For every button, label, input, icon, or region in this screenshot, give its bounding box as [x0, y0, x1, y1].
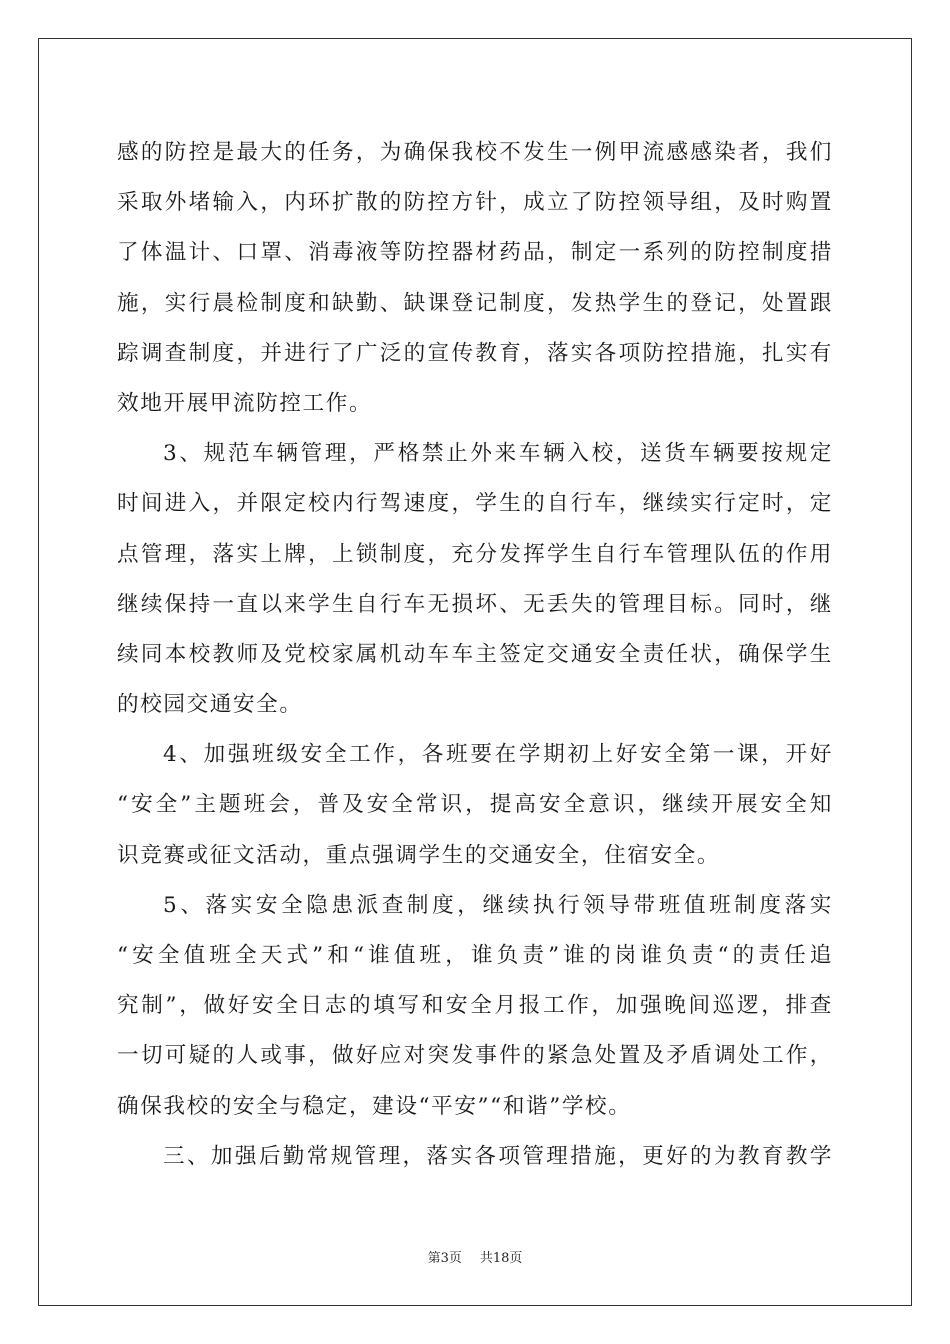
text-line: 识竞赛或征文活动，重点强调学生的交通安全，住宿安全。 — [117, 842, 721, 868]
paragraph — [117, 1132, 833, 1182]
text-line: 感的防控是最大的任务，为确保我校不发生一例甲流感感染者，我们 — [117, 140, 833, 165]
text-line: 确保我校的安全与稳定，建设“平安”“和谐”学校。 — [117, 1093, 632, 1119]
text-line: 继续保持一直以来学生自行车无损坏、无丢失的管理目标。同时，继 — [117, 591, 833, 617]
document-body — [117, 128, 833, 1182]
paragraph — [117, 128, 833, 429]
text-line: 了体温计、口罩、消毒液等防控器材药品，制定一系列的防控制度措 — [117, 240, 833, 266]
text-line: “安全”主题班会，普及安全常识，提高安全意识，继续开展安全知 — [117, 792, 833, 818]
paragraph — [117, 881, 833, 1132]
page-total: 共18页 — [479, 1251, 523, 1266]
text-line: 三、加强后勤常规管理，落实各项管理措施，更好的为教育教学 — [163, 1143, 833, 1169]
text-line: “安全值班全天式”和“谁值班，谁负责”谁的岗谁负责“的责任追 — [117, 943, 833, 968]
text-line: 时间进入，并限定校内行驾速度，学生的自行车，继续实行定时，定 — [117, 491, 833, 517]
page-footer — [0, 1247, 950, 1266]
text-line: 点管理，落实上牌，上锁制度，充分发挥学生自行车管理队伍的作用 — [117, 541, 833, 567]
page-number: 第3页 — [427, 1251, 462, 1266]
text-line: 一切可疑的人或事，做好应对突发事件的紧急处置及矛盾调处工作， — [117, 1043, 833, 1069]
text-line: 效地开展甲流防控工作。 — [117, 390, 373, 416]
text-line: 的校园交通安全。 — [117, 692, 303, 718]
text-line: 施，实行晨检制度和缺勤、缺课登记制度，发热学生的登记，处置跟 — [117, 290, 833, 316]
text-line: 3、规范车辆管理，严格禁止外来车辆入校，送货车辆要按规定 — [163, 441, 833, 467]
text-line: 4、加强班级安全工作，各班要在学期初上好安全第一课，开好 — [163, 742, 833, 768]
text-line: 采取外堵输入，内环扩散的防控方针，成立了防控领导组，及时购置 — [117, 190, 833, 216]
text-line: 究制”，做好安全日志的填写和安全月报工作，加强晚间巡逻，排查 — [117, 993, 833, 1019]
paragraph — [117, 730, 833, 881]
text-line: 续同本校教师及党校家属机动车车主签定交通安全责任状，确保学生 — [117, 641, 833, 667]
paragraph — [117, 429, 833, 730]
text-line: 5、落实安全隐患派查制度，继续执行领导带班值班制度落实 — [163, 892, 833, 918]
text-line: 踪调查制度，并进行了广泛的宣传教育，落实各项防控措施，扎实有 — [117, 340, 833, 366]
